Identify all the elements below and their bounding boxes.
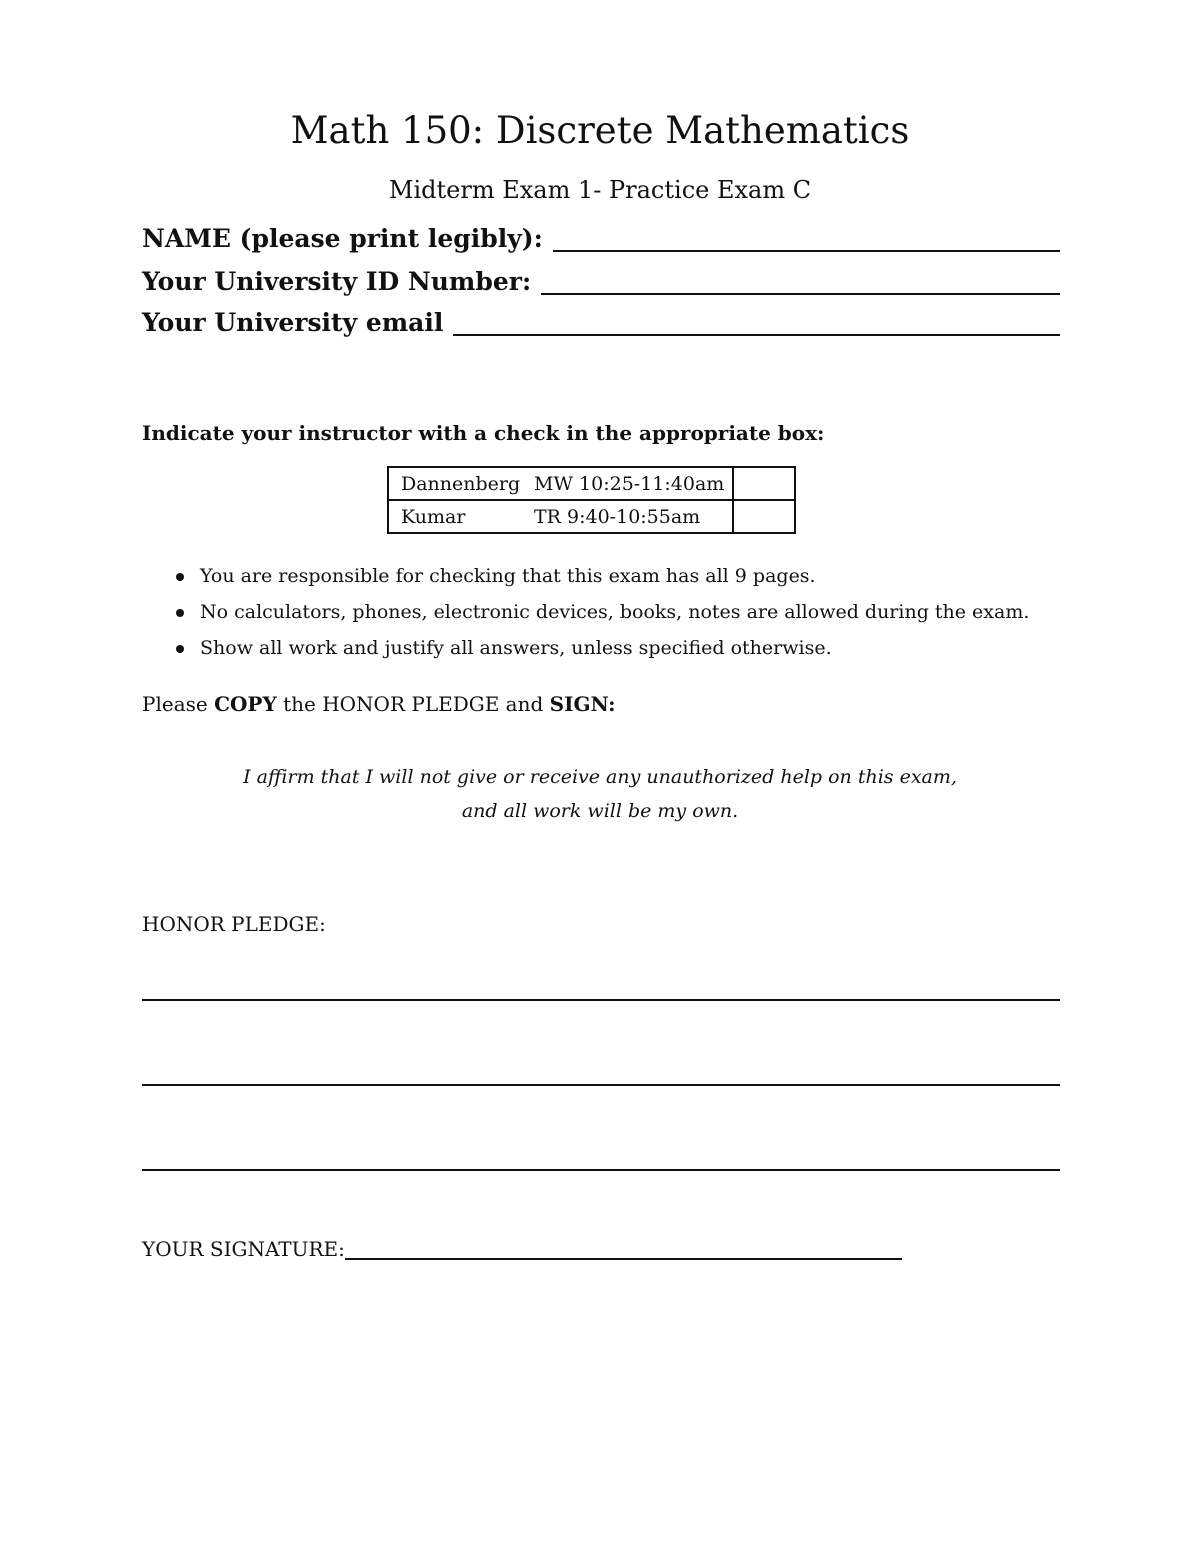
university-email-blank-line[interactable] [453,333,1060,336]
pledge-writing-line[interactable] [142,999,1060,1001]
signature-field [142,1236,902,1262]
rule-text: Show all work and justify all answers, unless specified otherwise. [200,637,832,659]
copy-pledge-prompt [142,691,615,717]
university-id-label: Your University ID Number: [142,267,532,296]
instructor-checkbox[interactable] [733,500,795,533]
pledge-line-1: I affirm that I will not give or receive any unauthorized help on this exam, [243,766,957,788]
copy-prompt-copy: COPY [214,692,277,716]
exam-subtitle: Midterm Exam 1- Practice Exam C [388,176,812,204]
instructor-time: TR 9:40-10:55am [530,500,733,533]
instructor-name: Kumar [388,500,530,533]
rules-list [170,558,1029,666]
university-id-field [142,267,1060,297]
instructor-row [388,500,795,533]
copy-prompt-sign: SIGN: [549,692,616,716]
rule-item [170,630,1029,666]
name-label: NAME (please print legibly): [142,224,543,253]
copy-prompt-prefix: Please [142,692,208,716]
instructor-table [387,466,796,534]
signature-blank-line[interactable] [345,1257,902,1260]
instructor-time: MW 10:25-11:40am [530,467,733,500]
instructor-prompt: Indicate your instructor with a check in the appropriate box: [142,421,825,445]
bullet-icon [176,645,184,653]
name-field [142,224,1060,254]
bullet-icon [176,573,184,581]
pledge-line-2: and all work will be my own. [461,800,739,822]
copy-prompt-middle: the HONOR PLEDGE and [283,692,544,716]
exam-title: Math 150: Discrete Mathematics [290,109,910,152]
signature-label: YOUR SIGNATURE: [142,1237,345,1261]
rule-text: No calculators, phones, electronic devices, books, notes are allowed during the exam. [200,601,1030,623]
honor-pledge-text [0,760,1200,828]
rule-item [170,558,1029,594]
instructor-row [388,467,795,500]
honor-pledge-label: HONOR PLEDGE: [142,912,326,936]
name-blank-line[interactable] [553,249,1060,252]
rule-item [170,594,1029,630]
university-email-label: Your University email [142,308,444,337]
university-email-field [142,308,1060,338]
pledge-writing-line[interactable] [142,1084,1060,1086]
instructor-name: Dannenberg [388,467,530,500]
university-id-blank-line[interactable] [541,292,1060,295]
pledge-writing-line[interactable] [142,1169,1060,1171]
bullet-icon [176,609,184,617]
instructor-checkbox[interactable] [733,467,795,500]
rule-text: You are responsible for checking that this exam has all 9 pages. [200,565,816,587]
